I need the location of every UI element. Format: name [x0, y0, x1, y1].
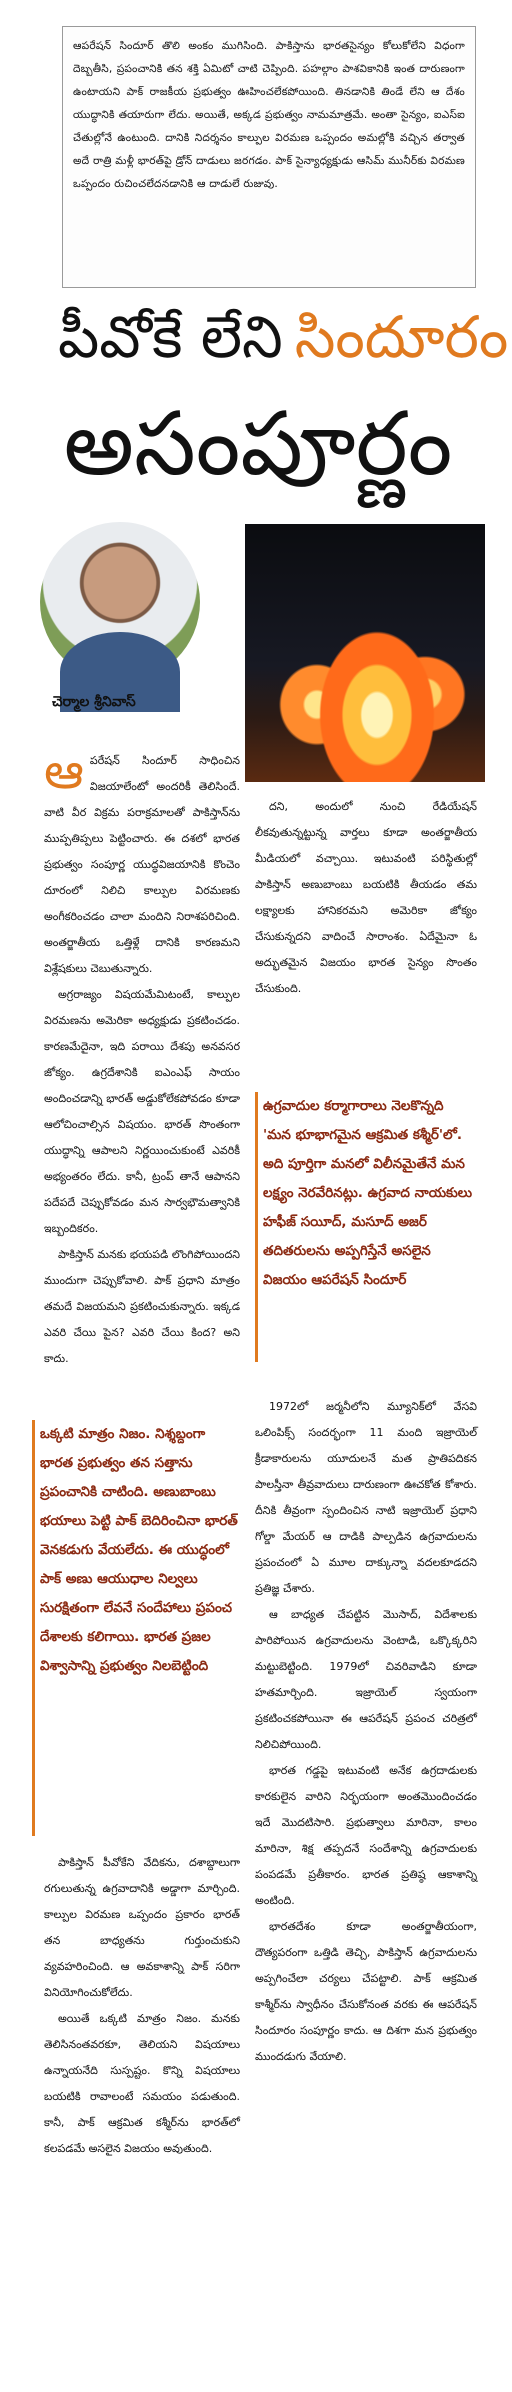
paragraph: భారతదేశం కూడా అంతర్జాతీయంగా, దౌత్యపరంగా ఒత్తిడి తెచ్చి, పాకిస్తాన్ ఉగ్రవాదులను అప్పగించేలా చర్యలు చేపట్టాలి. పాక్ ఆక్రమిత కాశ్మీర్‌ను స్వాధీనం చేసుకోనంత వరకు ఈ ఆపరేషన్ సిందూరం సంపూర్ణం కాదు. ఆ దిశగా మన ప్రభుత్వం ముందడుగు వేయాలి.	[255, 1920, 477, 2063]
paragraph: పాకిస్తాన్ పీవోకేని వేదికను, దశాబ్దాలుగా రగులుతున్న ఉగ్రవాదానికి అడ్డాగా మార్చింది. కాల్పుల విరమణ ఒప్పందం ప్రకారం భారత్ తన బాధ్యతను గుర్తుంచుకుని వ్యవహరించింది. ఆ అవకాశాన్ని పాక్ సరిగా వినియోగించుకోలేదు.	[44, 1856, 240, 1999]
pullquote-bar-left	[32, 1420, 35, 1836]
paragraph: 1972లో జర్మనీలోని మ్యూనిక్‌లో వేసవి ఒలింపిక్స్ సందర్భంగా 11 మంది ఇజ్రాయెల్ క్రీడాకారులను యూదులనే మత ప్రాతిపదికన పాలస్తీనా తీవ్రవాదులు దారుణంగా ఊచకోత కోశారు. దీనికి తీవ్రంగా స్పందించిన నాటి ఇజ్రాయెల్ ప్రధాని గోల్డా మేయర్ ఆ దాడికి పాల్పడిన ఉగ్రవాదులను ప్రపంచంలో ఏ మూల దాక్కున్నా వదలకూడదని ప్రతిజ్ఞ చేశారు.	[255, 1400, 477, 1595]
explosion-photo	[245, 524, 485, 782]
dropcap: ఆ	[44, 742, 84, 800]
pullquote-bar-right	[255, 1092, 258, 1362]
pullquote-right: ఉగ్రవాదుల కర్మాగారాలు నెలకొన్నది 'మన భూభాగమైన ఆక్రమిత కశ్మీర్'లో. అది పూర్తిగా మనలో విలీనమైతేనే మన లక్ష్యం నెరవేరినట్లు. ఉగ్రవాద నాయకులు హఫీజ్ సయీద్, మసూద్ అజర్ తదితరులను అప్పగిస్తేనే అసలైన విజయం ఆపరేషన్ సిందూర్	[263, 1098, 473, 1288]
headline-line-2: అసంపూర్ణం	[63, 392, 453, 495]
paragraph: భారత గడ్డపై ఇటువంటి అనేక ఉగ్రదాడులకు కారకులైన వారిని నిర్భయంగా అంతమొందించడం ఇదే మొదటిసారి. ప్రభుత్వాలు మారినా, కాలం మారినా, శిక్ష తప్పదనే సందేశాన్ని ఉగ్రవాదులకు పంపడమే ప్రతీకారం. భారత ప్రతిష్ఠ ఆకాశాన్ని అంటింది.	[255, 1764, 477, 1907]
headline-line-1	[58, 296, 509, 378]
paragraph: ఆ బాధ్యత చేపట్టిన మొసాద్, విదేశాలకు పారిపోయిన ఉగ్రవాదులను వెంటాడి, ఒక్కొక్కరిని మట్టుబెట్టింది. 1979లో చివరివాడిని కూడా హతమార్చింది. ఇజ్రాయెల్ స్వయంగా ప్రకటించకపోయినా ఈ ఆపరేషన్ ప్రపంచ చరిత్రలో నిలిచిపోయింది.	[255, 1608, 477, 1751]
column-right-2	[255, 1394, 477, 2384]
paragraph: పాకిస్తాన్‌ మనకు భయపడి లొంగిపోయిందని ముందుగా చెప్పుకోవాలి. పాక్ ప్రధాని మాత్రం తమదే విజయమని ప్రకటించుకున్నారు. ఇక్కడ ఎవరి చేయి పైన? ఎవరి చేయి కింద? అని కాదు.	[44, 1248, 240, 1365]
headline-part-1: పీవోకే లేని	[58, 303, 283, 371]
author-name: చెర్మాల శ్రీనివాస్	[52, 694, 136, 710]
paragraph: దని, అందులో నుంచి రేడియేషన్ లీకవుతున్నట్టున్న వార్తలు కూడా అంతర్జాతీయ మీడియలో వచ్చాయి. ఇటువంటి పరిస్థితుల్లో పాకిస్తాన్ అణుబాంబు బయటికి తీయడం తమ లక్ష్యాలకు హానికరమని అమెరికా జోక్యం చేసుకున్నదని వాదించే సారాంశం. ఏదేమైనా ఓ అద్భుతమైన విజయం భారత సైన్యం సొంతం చేసుకుంది.	[255, 800, 477, 995]
headline-part-2: సిందూరం	[294, 303, 509, 371]
column-left-1	[44, 742, 240, 1410]
intro-text: ఆపరేషన్ సిందూర్ తొలి అంకం ముగిసింది. పాకిస్తాను భారతసైన్యం కోలుకోలేని విధంగా దెబ్బతీసి, ప్రపంచానికి తన శక్తి ఏమిటో చాటి చెప్పింది. పహల్గాం పాశవికానికి ఇంత దారుణంగా ఉంటాయని పాక్ రాజకీయ ప్రభుత్వం ఊహించలేకపోయింది. తినడానికి తిండే లేని ఆ దేశం యుద్ధానికి తయారుగా లేదు. అయితే, అక్కడ ప్రభుత్వం నామమాత్రమే. అంతా సైన్యం, ఐఎస్ఐ చేతుల్లోనే ఉంటుంది. దానికి నిదర్శనం కాల్పుల విరమణ ఒప్పందం అమల్లోకి వచ్చిన తర్వాత అదే రాత్రి మళ్లీ భారత్‌పై డ్రోన్ దాడులు జరగడం. పాక్ సైన్యాధ్యక్షుడు ఆసిమ్ మునీర్‌కు విరమణ ఒప్పందం రుచించలేదనడానికి ఆ దాడులే రుజువు.	[73, 40, 465, 190]
column-left-2	[44, 1850, 240, 2382]
author-photo	[40, 522, 200, 682]
paragraph: అయితే ఒక్కటి మాత్రం నిజం. మనకు తెలిసినంతవరకూ, తెలియని విషయాలు ఉన్నాయనేది సుస్పష్టం. కొన్ని విషయాలు బయటికి రావాలంటే సమయం పడుతుంది. కానీ, పాక్ ఆక్రమిత కశ్మీర్‌ను భారత్‌లో కలపడమే అసలైన విజయం అవుతుంది.	[44, 2012, 240, 2155]
paragraph: పరేషన్ సిందూర్ సాధించిన విజయాలేంటో అందరికీ తెలిసిందే. వాటి వీర విక్రమ పరాక్రమాలతో పాకిస్తాన్‌ను ముప్పతిప్పలు పెట్టించారు. ఈ దశలో భారత ప్రభుత్వం సంపూర్ణ యుద్ధవిజయానికి కొంచెం దూరంలో నిలిచి కాల్పుల విరమణకు అంగీకరించడం చాలా మందిని నిరాశపరిచింది. అంతర్జాతీయ ఒత్తిళ్లే దానికి కారణమని విశ్లేషకులు చెబుతున్నారు.	[44, 754, 240, 975]
intro-box	[62, 26, 476, 288]
column-right-1	[255, 794, 477, 1064]
pullquote-left: ఒక్కటి మాత్రం నిజం. నిశ్శబ్దంగా భారత ప్రభుత్వం తన సత్తాను ప్రపంచానికి చాటింది. అణుబాంబు భయాలు పెట్టి పాక్ బెదిరించినా భారత్ వెనకడుగు వేయలేదు. ఈ యుద్ధంలో పాక్ అణు ఆయుధాల నిల్వలు సురక్షితంగా లేవనే సందేహాలు ప్రపంచ దేశాలకు కలిగాయి. భారత ప్రజల విశ్వాసాన్ని ప్రభుత్వం నిలబెట్టింది	[40, 1426, 238, 1674]
paragraph: అగ్రరాజ్యం విషయమేమిటంటే, కాల్పుల విరమణను అమెరికా అధ్యక్షుడు ప్రకటించడం. కారణమేదైనా, ఇది పరాయి దేశపు అనవసర జోక్యం. ఉగ్రదేశానికి ఐఎంఎఫ్ సాయం అందించడాన్ని భారత్ అడ్డుకోలేకపోవడం కూడా ఆలోచించాల్సిన విషయం. భారత్ సొంతంగా యుద్ధాన్ని ఆపాలని నిర్ణయించుకుంటే ఎవరికీ అభ్యంతరం లేదు. కానీ, ట్రంప్ తానే ఆపానని పదేపదే చెప్పుకోవడం మన సార్వభౌమత్వానికి ఇబ్బందికరం.	[44, 988, 240, 1235]
